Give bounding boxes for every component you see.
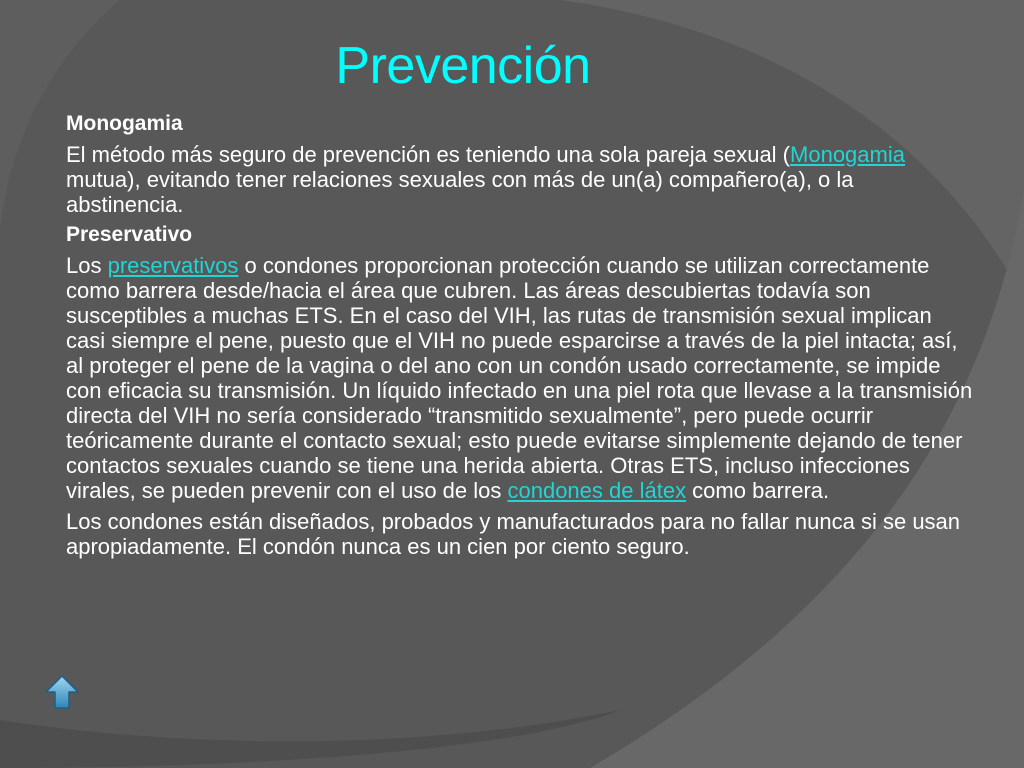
- paragraph-monogamia-text-after: mutua), evitando tener relaciones sexuales con más de un(a) compañero(a), o la abstinencia.: [66, 167, 854, 217]
- up-arrow-icon[interactable]: [44, 674, 80, 710]
- slide-content: [66, 112, 974, 565]
- link-monogamia[interactable]: Monogamia: [790, 142, 905, 167]
- link-condones-de-latex[interactable]: condones de látex: [507, 478, 687, 503]
- slide-title: Prevención: [335, 37, 591, 95]
- paragraph-monogamia: [66, 142, 974, 217]
- section-heading-preservativo: Preservativo: [66, 223, 193, 246]
- paragraph-preservativo: [66, 253, 974, 503]
- paragraph-closing: Los condones están diseñados, probados y manufacturados para no fallar nunca si se usan apropiadamente. El condón nunca es un cien por ciento seguro.: [66, 509, 961, 559]
- background-arc-bottom: [0, 710, 620, 768]
- paragraph-preservativo-text-middle: o condones proporcionan protección cuando se utilizan correctamente como barrera desde/hacia el área que cubren. Las áreas descubiertas todavía son susceptibles a muchas ETS. En el caso del VIH, las rutas de transmisión sexual implican casi siempre el pene, puesto que el VIH no puede esparcirse a través de la piel intacta; así, al proteger el pene de la vagina o del ano con un condón usado correctamente, se impide con eficacia su transmisión. Un líquido infectado en una piel rota que llevase a la transmisión directa del VIH no sería considerado “transmitido sexualmente”, pero puede ocurrir teóricamente durante el contacto sexual; esto puede evitarse simplemente dejando de tener contactos sexuales cuando se tiene una herida abierta. Otras ETS, incluso infecciones virales, se pueden prevenir con el uso de los: [66, 253, 973, 503]
- paragraph-monogamia-text-before: El método más seguro de prevención es teniendo una sola pareja sexual (: [66, 142, 791, 167]
- link-preservativos[interactable]: preservativos: [107, 253, 239, 278]
- section-heading-monogamia: Monogamia: [66, 112, 183, 135]
- paragraph-preservativo-text-after: como barrera.: [686, 478, 830, 503]
- up-arrow-shape: [46, 676, 78, 708]
- paragraph-preservativo-text-before: Los: [66, 253, 108, 278]
